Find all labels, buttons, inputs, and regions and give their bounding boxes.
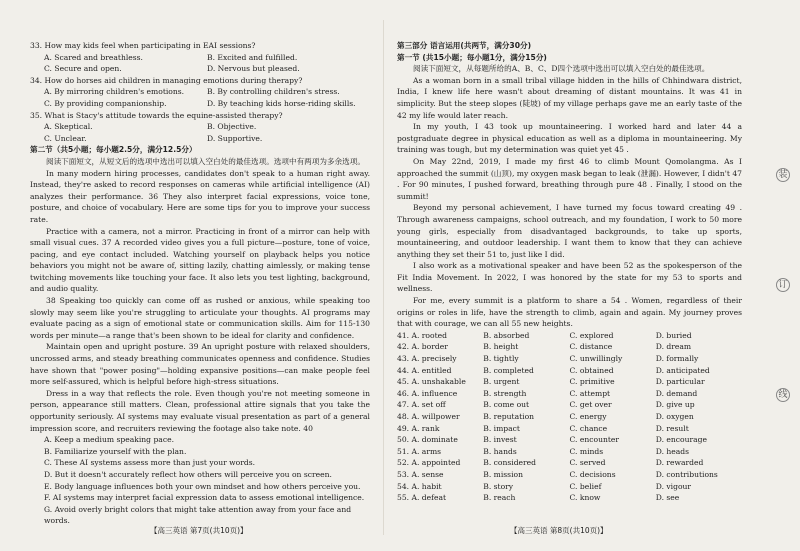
question-33 — [30, 40, 370, 75]
answer-option: D. demand — [655, 388, 698, 398]
answer-option: B. completed — [483, 365, 534, 375]
answer-option: D. see — [655, 493, 680, 503]
question-stem: 35. What is Stacy's attitude towards the equine-assisted therapy? — [30, 110, 283, 120]
answer-option: D. result — [655, 423, 689, 433]
answer-option: 53. A. sense — [397, 469, 444, 479]
answer-option: B. impact — [483, 423, 520, 433]
answer-option: 49. A. rank — [397, 423, 440, 433]
question-35 — [30, 110, 370, 145]
answer-option: D. rewarded — [655, 458, 704, 468]
option: A. Skeptical. — [44, 122, 93, 132]
right-page — [397, 40, 742, 504]
page-fold-divider — [383, 20, 384, 535]
answer-option: B. hands — [483, 446, 517, 456]
passage-paragraph: In my youth, I 43 took up mountaineering. I worked hard and later 44 a postgraduate degree in physical education as well as a diploma in mountaineering. My training was tough, but my determination was quiet yet 45 . — [397, 122, 742, 155]
binding-mark: 订 — [776, 278, 790, 292]
answer-row — [397, 457, 742, 469]
option: D. By teaching kids horse-riding skills. — [207, 98, 356, 108]
answer-row — [397, 388, 742, 400]
passage-paragraph: Maintain open and upright posture. 39 An upright posture with relaxed shoulders, uncrossed arms, and steady breathing communicates openness and confidence. Studies have shown that "power posing"—holding expansive positions—can make people feel more self-assured, which is helpful before high-stress situations. — [30, 342, 370, 387]
left-page — [30, 40, 370, 527]
answer-option: D. contributions — [655, 469, 718, 479]
answer-option: C. served — [569, 458, 606, 468]
answer-option: D. anticipated — [655, 365, 710, 375]
passage-paragraph: Practice with a camera, not a mirror. Practicing in front of a mirror can help with small visual cues. 37 A recorded video gives you a full picture—posture, tone of voice, pacing, and eye contact included. Watching yourself on playback helps you notice behaviors you might not be aware of, sitting lazily, chatting aimlessly, or making tense twitching movements like touching your face. It also lets you test lighting, background, and audio quality. — [30, 226, 370, 294]
answer-option: C. primitive — [569, 377, 615, 387]
section-instruction: 阅读下面短文，从每题所给的A、B、C、D四个选项中选出可以填入空白处的最佳选项。 — [413, 64, 710, 74]
section-title: 第一节 (共15小题；每小题1分，满分15分) — [397, 52, 547, 62]
answer-option: C. decisions — [569, 469, 616, 479]
answer-row — [397, 399, 742, 411]
answer-option: C. energy — [569, 412, 607, 421]
binding-mark: 装 — [776, 168, 790, 182]
answer-row — [397, 492, 742, 504]
answer-option: C. minds — [569, 446, 604, 456]
answer-option: 50. A. dominate — [397, 435, 458, 445]
option: C. By providing companionship. — [44, 98, 167, 108]
choice-item: C. These AI systems assess more than just your words. — [44, 458, 256, 468]
answer-option: 55. A. defeat — [397, 493, 447, 503]
passage-paragraph: In many modern hiring processes, candidates don't speak to a human right away. Instead, they're asked to record responses on cameras while artificial intelligence (AI) analyzes their performance. 36 They also interpret facial expressions, voice tone, posture, and choice of vocabulary. Here are some tips for you to improve your success rate. — [30, 168, 370, 224]
answer-option: B. urgent — [483, 377, 520, 387]
answer-row — [397, 481, 742, 493]
answer-row — [397, 434, 742, 446]
choice-item: G. Avoid overly bright colors that might take attention away from your face and words. — [44, 504, 352, 526]
question-34 — [30, 75, 370, 110]
answer-option: B. reach — [483, 493, 516, 503]
answer-option: 45. A. unshakable — [397, 377, 466, 387]
answer-option: B. height — [483, 342, 519, 352]
left-page-footer: 【高三英语 第7页(共10页)】 — [150, 526, 248, 535]
option: D. Supportive. — [207, 133, 263, 143]
answer-option: B. invest — [483, 435, 517, 445]
answer-row — [397, 411, 742, 423]
question-stem: 33. How may kids feel when participating in EAI sessions? — [30, 41, 256, 50]
answer-option: C. distance — [569, 342, 613, 352]
answer-option: 51. A. arms — [397, 446, 442, 456]
answer-option: B. strength — [483, 388, 527, 398]
passage-paragraph: I also work as a motivational speaker and have been 52 as the spokesperson of the Fit India Movement. In 2022, I was honored by the state for my 53 to sports and wellness. — [397, 261, 742, 294]
choice-item: E. Body language influences both your own mindset and how others perceive you. — [44, 481, 361, 491]
answer-option: B. absorbed — [483, 330, 530, 340]
section-title: 第二节（共5小题；每小题2.5分，满分12.5分） — [30, 145, 197, 155]
choice-list — [30, 434, 370, 527]
answer-option: C. explored — [569, 330, 614, 340]
answer-option: C. know — [569, 493, 601, 503]
answer-row — [397, 469, 742, 481]
choice-item: F. AI systems may interpret facial expression data to assess emotional intelligence. — [44, 493, 365, 503]
answer-option: 43. A. precisely — [397, 354, 457, 364]
option: B. Excited and fulfilled. — [207, 52, 298, 62]
choice-item: A. Keep a medium speaking pace. — [44, 435, 174, 445]
answer-grid — [397, 330, 742, 504]
answer-option: 44. A. entitled — [397, 365, 452, 375]
question-stem: 34. How do horses aid children in managing emotions during therapy? — [30, 75, 303, 85]
choice-item: B. Familiarize yourself with the plan. — [44, 446, 187, 456]
answer-row — [397, 423, 742, 435]
answer-option: 42. A. border — [397, 342, 448, 352]
answer-row — [397, 446, 742, 458]
option: C. Unclear. — [44, 133, 87, 143]
option: A. By mirroring children's emotions. — [44, 87, 185, 97]
option: A. Scared and breathless. — [44, 52, 143, 62]
option: B. Objective. — [207, 122, 257, 132]
answer-option: D. vigour — [655, 481, 692, 491]
answer-option: B. story — [483, 481, 514, 491]
answer-option: 48. A. willpower — [397, 412, 460, 421]
answer-option: 52. A. appointed — [397, 458, 461, 468]
answer-option: D. dream — [655, 342, 692, 352]
passage-paragraph: As a woman born in a small tribal village hidden in the hills of Chhindwara district, India, I knew life here wasn't about dreaming of distant mountains. It was 41 in simplicity. But the steep slopes (陡坡) of my village perhaps gave me an early taste of the 42 my life would later reach. — [397, 75, 742, 120]
answer-row — [397, 353, 742, 365]
option: D. Nervous but pleased. — [207, 64, 300, 74]
answer-option: C. encounter — [569, 435, 620, 445]
right-page-footer: 【高三英语 第8页(共10页)】 — [510, 526, 608, 535]
answer-option: C. get over — [569, 400, 612, 410]
answer-option: C. attempt — [569, 388, 611, 398]
answer-option: D. particular — [655, 377, 705, 387]
answer-option: C. unwillingly — [569, 354, 623, 364]
option: C. Secure and open. — [44, 64, 122, 74]
passage-paragraph: On May 22nd, 2019, I made my first 46 to climb Mount Qomolangma. As I approached the summit (山顶), my oxygen mask began to leak (泄漏). However, I didn't 47 . For 90 minutes, I pushed forward, breathing through pure 48 . Finally, I stood on the summit! — [397, 156, 742, 201]
part-title: 第三部分 语言运用(共两节，满分30分) — [397, 41, 532, 50]
answer-option: B. reputation — [483, 412, 535, 421]
answer-row — [397, 341, 742, 353]
passage-paragraph: Dress in a way that reflects the role. Even though you're not meeting someone in person, appearance still matters. Clean, professional attire signals that you take the opportunity seriously. AI systems may evaluate visual presentation as part of a general impression score, and recruiters reviewing the footage also take note. 40 — [30, 388, 370, 433]
answer-row — [397, 365, 742, 377]
answer-option: C. obtained — [569, 365, 614, 375]
answer-option: 54. A. habit — [397, 481, 442, 491]
answer-option: C. belief — [569, 481, 602, 491]
answer-option: D. oxygen — [655, 412, 694, 421]
answer-option: D. give up — [655, 400, 695, 410]
answer-option: D. buried — [655, 330, 692, 340]
answer-option: 46. A. influence — [397, 388, 458, 398]
answer-option: 47. A. set off — [397, 400, 446, 410]
answer-row — [397, 376, 742, 388]
answer-option: D. formally — [655, 354, 699, 364]
answer-option: B. come out — [483, 400, 530, 410]
answer-option: B. tightly — [483, 354, 519, 364]
choice-item: D. But it doesn't accurately reflect how others will perceive you on screen. — [44, 469, 332, 479]
answer-option: B. considered — [483, 458, 537, 468]
passage-paragraph: For me, every summit is a platform to share a 54 . Women, regardless of their origins or roles in life, have the strength to climb, again and again. My journey proves that with courage, we can all 55 new heights. — [397, 296, 742, 329]
section-instruction: 阅读下面短文，从短文后的选项中选出可以填入空白处的最佳选项。选项中有两项为多余选项。 — [46, 156, 365, 166]
answer-option: D. encourage — [655, 435, 708, 445]
answer-option: 41. A. rooted — [397, 330, 447, 340]
passage-paragraph: 38 Speaking too quickly can come off as rushed or anxious, while speaking too slowly may seem like you're struggling to articulate your thoughts. AI programs may evaluate pacing as a sign of emotional state or communication skills. Aim for 115-130 words per minute—a range that's been shown to be ideal for clarity and confidence. — [30, 296, 370, 340]
answer-option: D. heads — [655, 446, 690, 456]
answer-option: B. mission — [483, 469, 523, 479]
answer-row — [397, 330, 742, 342]
passage-paragraph: Beyond my personal achievement, I have turned my focus toward creating 49 . Through awareness campaigns, school outreach, and my foundation, I work to 50 more young girls, especially from disadvantaged backgrounds, to take up sports, mountaineering, and outdoor leadership. I want them to know that they can achieve anything they set their 51 to, just like I did. — [397, 203, 742, 259]
answer-option: C. chance — [569, 423, 608, 433]
binding-mark: 线 — [776, 388, 790, 402]
option: B. By controlling children's stress. — [207, 87, 340, 97]
